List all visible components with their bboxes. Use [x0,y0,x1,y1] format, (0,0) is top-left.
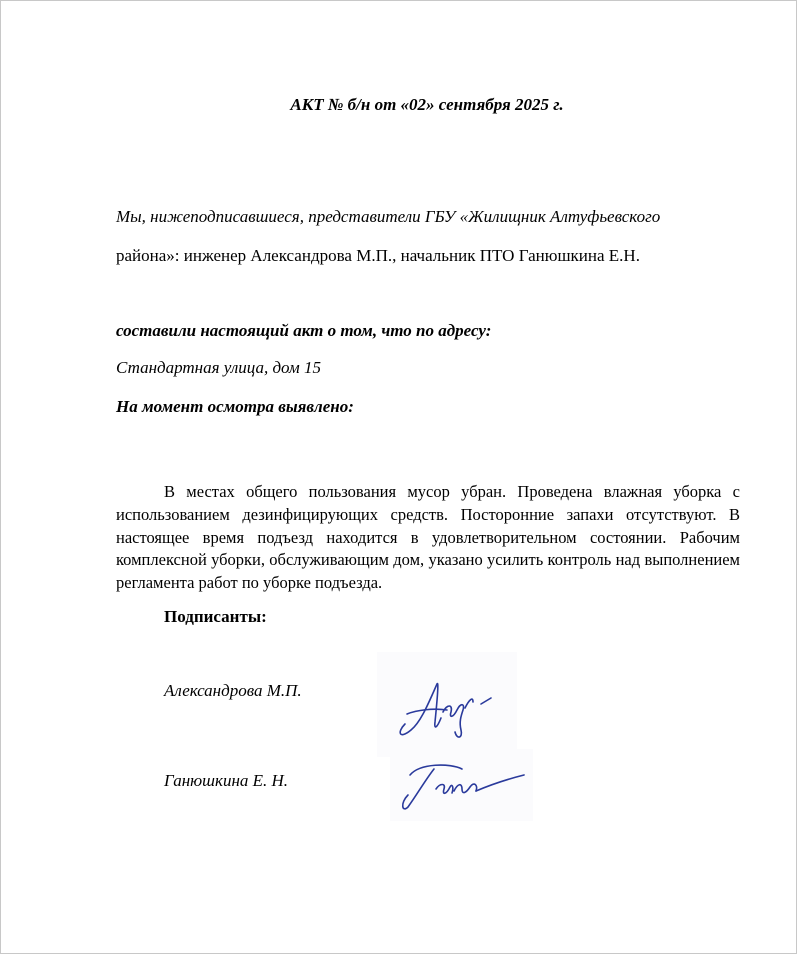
intro-line-2: района»: инженер Александрова М.П., начальник ПТО Ганюшкина Е.Н. [116,246,640,265]
address: Стандартная улица, дом 15 [116,358,321,377]
findings-heading: На момент осмотра выявлено: [116,397,354,416]
signatories-heading: Подписанты: [164,607,267,626]
signer-name-1: Александрова М.П. [164,681,302,700]
findings-body: В местах общего пользования мусор убран. Проведена влажная уборка с использованием дезинфицирующих средств. Посторонние запахи отсутствуют. В настоящее время подъезд находится в удовлетворительном состоянии. Рабочим комплексной уборки, обслуживающим дом, указано усилить контроль над выполнением регламента работ по уборке подъезда. [116,482,740,593]
signature-1 [377,652,517,757]
signer-name-2: Ганюшкина Е. Н. [164,771,289,790]
signature-2 [390,749,533,821]
intro-line-1: Мы, нижеподписавшиеся, представители ГБУ «Жилищник Алтуфьевского [116,207,661,226]
composed-statement: составили настоящий акт о том, что по адресу: [116,321,492,340]
act-title: АКТ № б/н от «02» сентября 2025 г. [290,95,564,114]
